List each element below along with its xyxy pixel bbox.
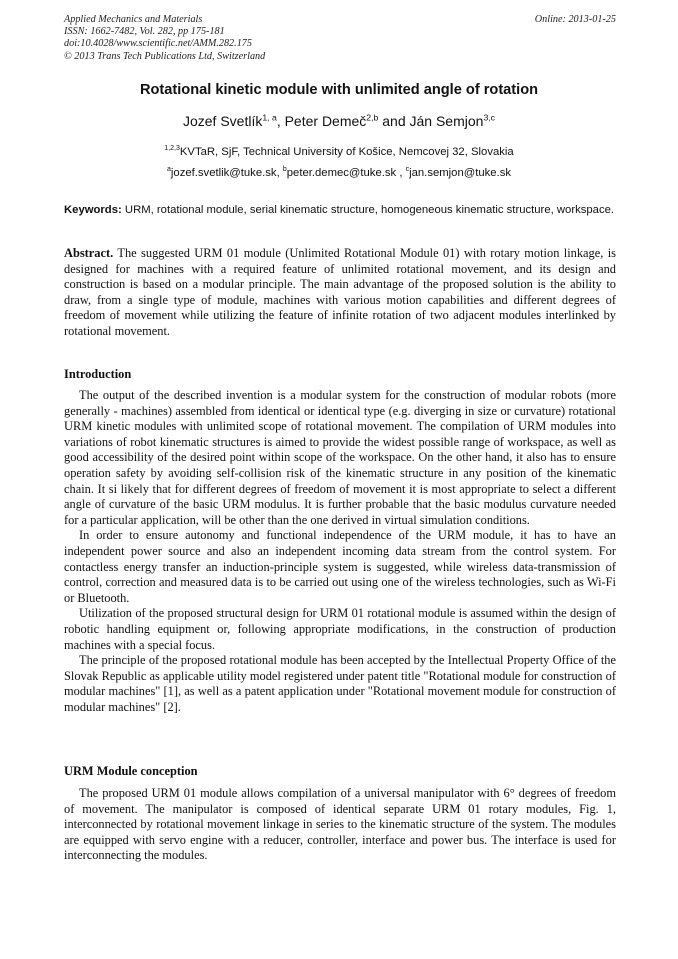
body-paragraph: The principle of the proposed rotational module has been accepted by the Intellectual Property Office of the Slovak Republic as applicable utility model registered under patent title "Rotational module for construction of modular machines" [1], as well as a patent application under "Rotational movement module for construction of modular machines" [2]. xyxy=(64,653,616,714)
body-paragraph: The output of the described invention is a modular system for the construction of modular robots (more generally - machines) assembled from identical or identical type (e.g. diverging in size or curvature) rotational URM kinetic modules with unlimited scope of rotational movement. The compilation of URM modules into variations of robot kinematic structures is aimed to provide the widest possible range of workspace, as well as good accessibility of the desired point within scope of the workspace. On the other hand, it also has to ensure operation safety by avoiding self-collision risk of the kinematic structure in any position of the kinematic chain. It si likely that for different degrees of freedom of movement it is most appropriate to select a different angle of curvature of the basic URM modulus. It is further probable that the basic modulus curvature needed for a particular application, will be other than the one derived in virtual simulation conditions. xyxy=(64,388,616,527)
abstract-paragraph xyxy=(64,246,616,340)
body-paragraph: Utilization of the proposed structural design for URM 01 rotational module is assumed within the design of robotic handling equipment or, following appropriate modifications, in the construction of production machines with a special focus. xyxy=(64,606,616,652)
body-paragraph: In order to ensure autonomy and functional independence of the URM module, it has to have an independent power source and also an independent incoming data stream from the control system. For contactless energy transfer an induction-principle system is suggested, while wireless data-transmission of control, correction and measured data is to be carried out using one of the wireless technologies, such as Wi-Fi or Bluetooth. xyxy=(64,528,616,605)
author-name: Jozef Svetlík xyxy=(182,113,263,129)
author-separator: , xyxy=(276,113,285,129)
author-superscript: 1, a xyxy=(262,112,277,123)
email-address: jan.semjon@tuke.sk xyxy=(409,167,511,179)
journal-copyright: © 2013 Trans Tech Publications Ltd, Switzerland xyxy=(64,50,266,62)
author-superscript: 3,c xyxy=(483,112,496,123)
email-superscript: b xyxy=(282,166,287,174)
keywords-text: URM, rotational module, serial kinematic structure, homogeneous kinematic structure, workspace. xyxy=(124,204,615,216)
body-paragraph: The proposed URM 01 module allows compilation of a universal manipulator with 6° degrees of freedom of movement. The manipulator is composed of identical separate URM 01 rotary modules, Fig. 1, interconnected by rotational movement linkage in series to the kinematic structure of the system. The modules are equipped with servo engine with a reducer, controller, interface and power bus. The interface is used for interconnecting the modules. xyxy=(64,786,616,863)
urm-conception-body xyxy=(64,786,616,864)
paper-title: Rotational kinetic module with unlimited angle of rotation xyxy=(139,82,539,98)
keywords-label: Keywords: xyxy=(64,204,122,216)
author-name: Peter Demeč xyxy=(284,113,367,129)
email-address: peter.demec@tuke.sk xyxy=(286,167,397,179)
section-heading-introduction: Introduction xyxy=(64,367,132,381)
email-address: jozef.svetlik@tuke.sk xyxy=(170,167,277,179)
online-date: Online: 2013-01-25 xyxy=(534,14,616,25)
journal-issn: ISSN: 1662-7482, Vol. 282, pp 175-181 xyxy=(64,26,225,38)
affiliation-text: KVTaR, SjF, Technical University of Košice, Nemcovej 32, Slovakia xyxy=(179,146,514,158)
abstract xyxy=(64,246,616,340)
section-heading-urm-conception: URM Module conception xyxy=(64,764,198,778)
author-name: Ján Semjon xyxy=(409,113,484,129)
affiliation xyxy=(0,146,678,158)
journal-header xyxy=(64,14,616,63)
author-list xyxy=(0,113,678,129)
journal-name: Applied Mechanics and Materials xyxy=(64,14,203,25)
abstract-text: The suggested URM 01 module (Unlimited Rotational Module 01) with rotary motion linkage, is designed for machines with a required feature of unlimited rotational movement, and its design and construction is based on a modular principle. The main advantage of the proposed solution is the ability to draw, from a single type of module, machines with various motion capabilities and different degrees of freedom of movement while utilizing the feature of infinite rotation of two adjacent modules interlinked by rotational movement. xyxy=(64,246,617,338)
author-superscript: 2,b xyxy=(366,112,379,123)
journal-doi: doi:10.4028/www.scientific.net/AMM.282.175 xyxy=(64,38,252,50)
introduction-body xyxy=(64,388,616,715)
email-list: $^a$jozef.svetlik@tuke.sk, $^b$peter.demec@tuke.sk , $^c$jan.semjon@tuke.sk xyxy=(167,166,511,179)
email-superscript: a xyxy=(167,166,171,174)
abstract-label: Abstract. xyxy=(64,246,114,260)
email-superscript: c xyxy=(405,166,410,174)
affiliation-superscript: 1,2,3 xyxy=(164,145,180,153)
keywords xyxy=(64,204,616,218)
author-separator: and xyxy=(378,113,410,129)
